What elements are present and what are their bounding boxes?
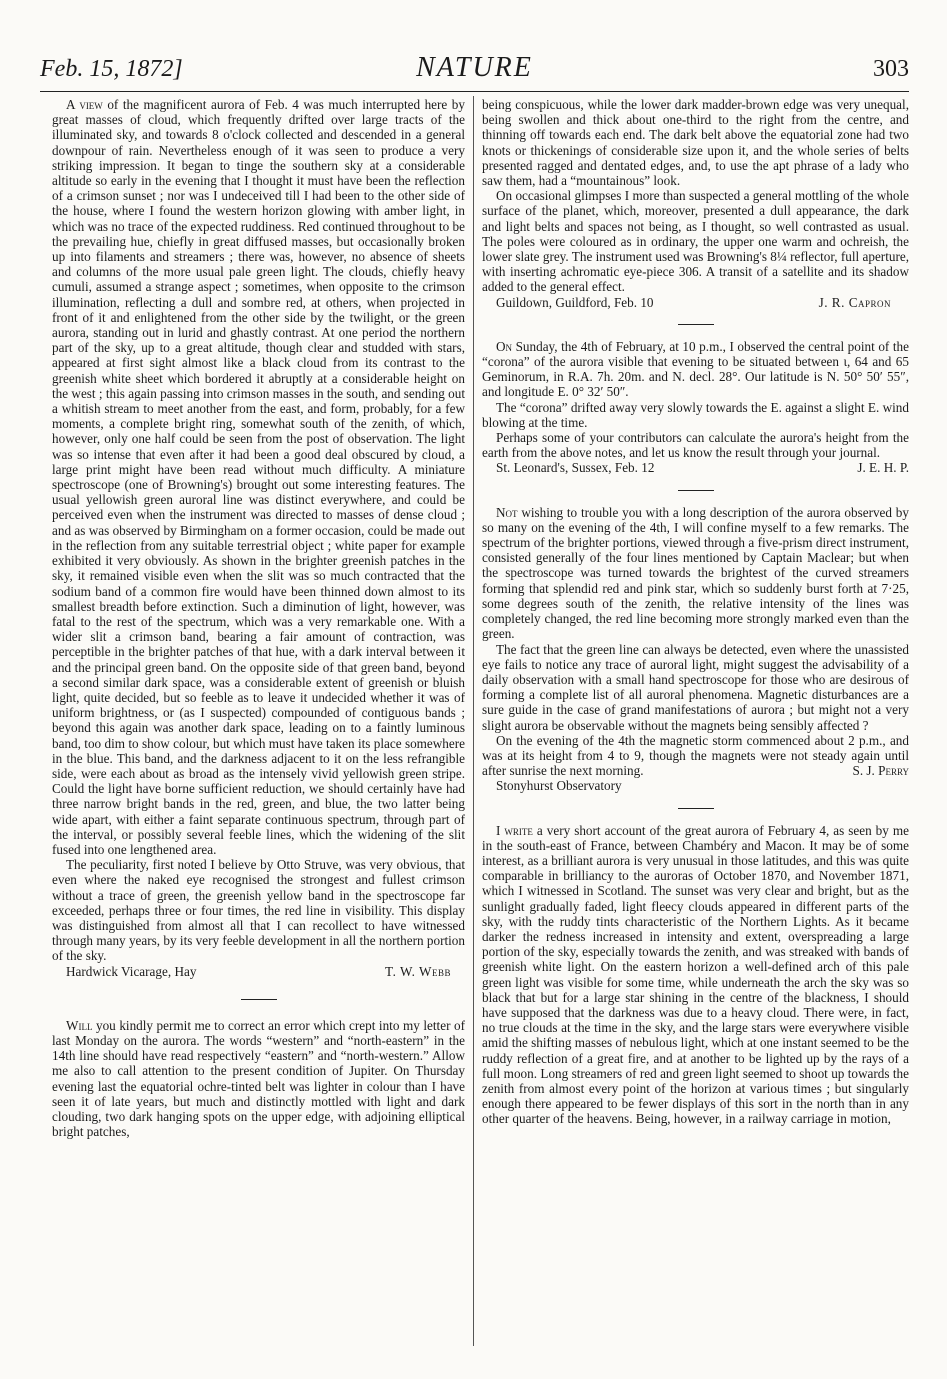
lead-word: I write	[496, 822, 533, 838]
paragraph	[52, 97, 465, 857]
letter-webb	[52, 97, 465, 979]
issue-date: Feb. 15, 1872]	[40, 56, 183, 82]
journal-title: NATURE	[416, 52, 533, 83]
right-column	[482, 97, 909, 1127]
paragraph: being conspicuous, while the lower dark madder-brown edge was very unequal, being swollen and thick about one-third to the right from the centre, and thinning off towards each end. The dark belt above the equatorial zone had two knots or thickenings of considerable size upon it, and the whole series of belts presented ragged and dentated edges, and, to use the apt phrase of a lady who saw them, had a “mountainous” look.	[482, 97, 909, 189]
separator	[678, 808, 714, 809]
paragraph	[482, 339, 909, 400]
lead-word: Not	[496, 504, 518, 520]
signature-place: Stonyhurst Observatory	[496, 778, 622, 794]
signature-name: S. J. Perry	[852, 763, 909, 779]
header-rule	[40, 91, 909, 92]
separator	[241, 999, 277, 1000]
paragraph-text: Sunday, the 4th of February, at 10 p.m., I observed the central point of the “corona” of the aurora visible that evening to be situated between ι, 64 and 65 Geminorum, in R.A. 7h. 20m. and N. decl. 28°. Our latitude is N. 50° 50′ 55″, and longitude E. 0° 32′ 50″.	[482, 338, 909, 400]
paragraph-text: wishing to trouble you with a long description of the aurora observed by so many on the evening of the 4th, I will confine myself to a few remarks. The spectrum of the brighter portions, viewed through a five-prism direct instrument, consisted generally of the four lines mentioned by Captain Maclear; but when the spectroscope was turned towards the brightest of the curved streamers forming that splendid red and pink star, which so suddenly burst forth at 7·25, some degrees south of the zenith, the relative intensity of the lines was completely changed, the red line becoming more strongly marked even than the green.	[482, 504, 909, 642]
separator	[678, 490, 714, 491]
paragraph	[482, 505, 909, 642]
separator	[678, 324, 714, 325]
column-divider	[473, 96, 474, 1346]
paragraph	[52, 1018, 465, 1140]
page-header	[40, 52, 909, 96]
page-number: 303	[873, 56, 909, 82]
left-column	[52, 97, 465, 1139]
paragraph-text: you kindly permit me to correct an error which crept into my letter of last Monday on the aurora. The words “western” and “north-eastern” in the 14th line should have read respectively “eastern” and “north-western.” Allow me also to call attention to the present condition of Jupiter. On Thursday evening last the equatorial ochre-tinted belt was lighter in colour than I have seen it of late years, but much and distinctly mottled with light and dark clouding, two dark hanging spots on the upper edge, with adjoining elliptical bright patches,	[52, 1017, 465, 1140]
letter-perry	[482, 505, 909, 794]
paragraph	[482, 823, 909, 1127]
paragraph-text: Perhaps some of your contributors can calculate the aurora's height from the earth from the above notes, and let us know the result through your journal.	[482, 430, 909, 461]
signature-name: J. R. Capron	[818, 294, 891, 310]
paragraph-text: a very short account of the great aurora of February 4, as seen by me in the south-east of France, between Chambéry and Macon. It may be of some interest, as a brilliant aurora is very unusual in those latitudes, and this was quite comparable in brilliancy to the auroras of October 1870, and November 1871, which I witnessed in Scotland. The sunset was very clear and bright, but as the sunlight gradually faded, light fleecy clouds appeared in different parts of the sky, with the ruddy tints characteristic of the Northern Lights. As it became darker the redness increased in intensity and extent, overspreading a large portion of the sky, especially towards the zenith, and was streaked with bands of greenish white light. On the eastern horizon a well-defined arch of this pale green light was visible for some time, while underneath the arch the sky was so black that but for a large star shining in the centre of the blackness, I should have supposed that the darkness was due to a heavy cloud. There were, in fact, no true clouds at the time in the sky, and the large stars were everywhere visible amid the shifting masses of nebulous light, which at one instant seemed to be the ruddy reflection of a great fire, and at another to be lighted up by the rays of a full moon. Long streamers of red and green light seemed to shoot up towards the zenith from almost every point of the horizon at various times ; but singularly enough there appeared to be fewer displays of this sort in the north than in any other quarter of the heavens. Being, however, in a railway carriage in motion,	[482, 822, 909, 1127]
paragraph: The “corona” drifted away very slowly towards the E. against a slight E. wind blowing at the time.	[482, 399, 909, 430]
letter-france	[482, 823, 909, 1127]
signature-line	[52, 964, 465, 979]
signature-name: T. W. Webb	[385, 963, 451, 979]
paragraph-text: of the magnificent aurora of Feb. 4 was much interrupted here by great masses of cloud, which frequently drifted over large tracts of the illuminated sky, and towards 8 o'clock collected and descended in a general downpour of rain. Nevertheless enough of it was seen to produce a very striking impression. It began to tinge the southern sky at a considerable altitude so early in the evening that I thought it must have been the reflection of a crimson sunset ; nor was I undeceived till I had been to the other side of the house, where I found the western horizon glowing with amber light, in which was no trace of the expected ruddiness. Red continued throughout to be the prevailing hue, chiefly in great diffused masses, but occasionally broken up into filaments and streamers ; there was, however, no absence of sheets and columns of the more usual pale green light. The clouds, chiefly heavy cumuli, assumed a strange aspect ; sometimes, when opposite to the crimson illumination, reflecting a dull and sombre red, at others, when projected in front of it and enlightened from the other side by the twilight, or the green aurora, standing out in lurid and ghastly contrast. At one period the northern part of the sky, up to a great altitude, though clear and studded with stars, appeared at first sight almost like a black cloud from its contrast to the greenish white sheet which bordered it abruptly at a considerable height on the west ; this again passing into crimson masses in the south, and sending out a whitish stream to meet another from the east, and form, probably, for a few moments, a complete bright ring, somewhat south of the zenith, of which, however, only one half could be seen from the post of observation. The light was so intense that even after it had been a good deal obscured by cloud, a large print might have been read without much difficulty. A miniature spectroscope (one of Browning's) brought out some interesting features. The usual yellowish green auroral line was distinct everywhere, and could be perceived even when the instrument was directed to masses of dense cloud ; and as was observed by Birmingham on a former occasion, could be made out in the reflection from any suitable terrestrial object ; white paper for example exhibited it very obviously. As shown in the brighter greenish patches in the sky, it remained visible even when the slit was so much contracted that the sodium band of a common fire would have been thinned down almost to its smallest breadth before extinction. Such a diminution of light, however, was fatal to the rest of the spectrum, which was a very remarkable one. With a wider slit a crimson band, bearing a fair amount of contraction, was perceptible in the brighter patches of that hue, with a dark interval between it and the principal green band. On the opposite side of that green band, beyond a second similar dark space, was a considerable extent of greenish or bluish light, quite decided, but so feeble as to leave it undecided whether it was of uniform brightness, or (as I suspected) compounded of contiguous bands ; beyond this again was another dark space, leading on to a faintly luminous band, too dim to show colour, but which must have taken its place somewhere in the blue. This band, and the darkness adjacent to it on the less refrangible side, were each about as broad as the intensely vivid yellowish green stripe. Could the light have borne sufficient reduction, we should certainly have had three narrow bright bands in the red, green, and blue, the two latter being wide apart, with either a faint separate continuous spectrum, through part of the interval, or possibly several feeble lines, which the widening of the slit fused into one lengthened area.	[52, 97, 465, 857]
lead-word: A view	[66, 97, 103, 112]
lead-word: Will	[66, 1017, 93, 1033]
paragraph: The peculiarity, first noted I believe by Otto Struve, was very obvious, that even where the naked eye recognised the strongest and fullest crimson without a trace of green, the greenish yellow band in the spectroscope far exceeded, perhaps three or four times, the red line in visibility. This display was distinguished from almost all that I can recollect to have witnessed through many years, by its very feeble development in all the northern portion of the sky.	[52, 857, 465, 964]
signature-place: Guildown, Guildford, Feb. 10	[496, 294, 654, 310]
signature-line	[482, 295, 909, 310]
paragraph	[482, 733, 909, 779]
signature-place: Hardwick Vicarage, Hay	[66, 963, 197, 979]
letter-capron	[52, 1018, 465, 1140]
paragraph: On occasional glimpses I more than suspected a general mottling of the whole surface of the planet, which, moreover, presented a dull appearance, the dark and light belts and spaces not being, as I thought, so well contrasted as usual. The poles were coloured as in ordinary, the upper one warm and ochreish, the lower slate grey. The instrument used was Browning's 8¼ reflector, full aperture, with inserting achromatic eye-piece 306. A transit of a satellite and its shadow added to the general effect.	[482, 188, 909, 295]
letter-jehp	[482, 339, 909, 476]
paragraph: The fact that the green line can always be detected, even where the unassisted eye fails to notice any trace of auroral light, might suggest the advisability of a daily observation with a small hand spectroscope for those who are desirous of forming a complete list of all auroral phenomena. Magnetic disturbances are a sure guide in the case of grand manifestations of aurora ; but might not a very slight aurora be observable without the magnets being sensibly affected ?	[482, 641, 909, 733]
signature-name: J. E. H. P.	[857, 460, 909, 476]
signature-place: St. Leonard's, Sussex, Feb. 12	[496, 460, 655, 476]
lead-word: On	[496, 338, 513, 354]
paragraph-text: On the evening of the 4th the magnetic storm commenced about 2 p.m., and was at its height from 4 to 9, though the magnets were not steady again until after sunrise the next morning.	[482, 732, 909, 779]
